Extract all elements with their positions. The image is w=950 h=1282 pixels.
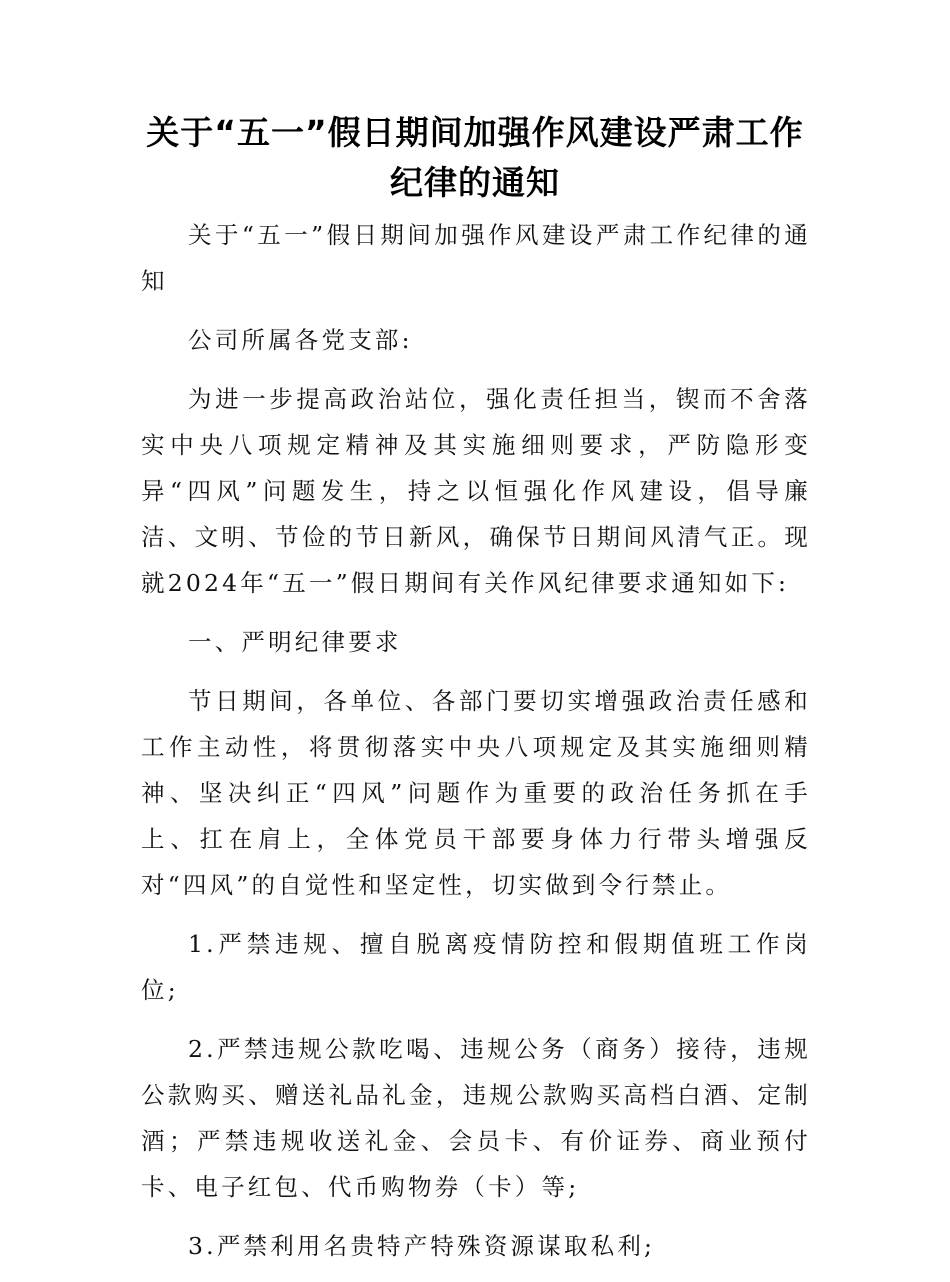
section-paragraph: 节日期间，各单位、各部门要切实增强政治责任感和工作主动性，将贯彻落实中央八项规定及其实施细则精神、坚决纠正“四风”问题作为重要的政治任务抓在手上、扛在肩上，全体党员干部要身体力行带头增强反对“四风”的自觉性和坚定性，切实做到令行禁止。 — [141, 687, 811, 899]
section-heading: 一、严明纪律要求 — [188, 628, 402, 656]
intro-paragraph: 为进一步提高政治站位，强化责任担当，锲而不舍落实中央八项规定精神及其实施细则要求，严防隐形变异“四风”问题发生，持之以恒强化作风建设，倡导廉洁、文明、节俭的节日新风，确保节日期间风清气正。现就2024年“五一”假日期间有关作风纪律要求通知如下: — [141, 385, 811, 597]
document-body — [141, 212, 811, 1282]
list-item: 2.严禁违规公款吃喝、违规公务（商务）接待，违规公款购买、赠送礼品礼金，违规公款购买高档白酒、定制酒；严禁违规收送礼金、会员卡、有价证券、商业预付卡、电子红包、代币购物券（卡）等; — [141, 1035, 811, 1201]
document-title: 关于“五一”假日期间加强作风建设严肃工作纪律的通知 — [146, 113, 804, 202]
list-item: 1.严禁违规、擅自脱离疫情防控和假期值班工作岗位; — [141, 930, 811, 1004]
list-item: 3.严禁利用名贵特产特殊资源谋取私利; — [188, 1232, 656, 1260]
salutation: 公司所属各党支部: — [188, 326, 413, 354]
document-subtitle: 关于“五一”假日期间加强作风建设严肃工作纪律的通知 — [141, 221, 811, 295]
